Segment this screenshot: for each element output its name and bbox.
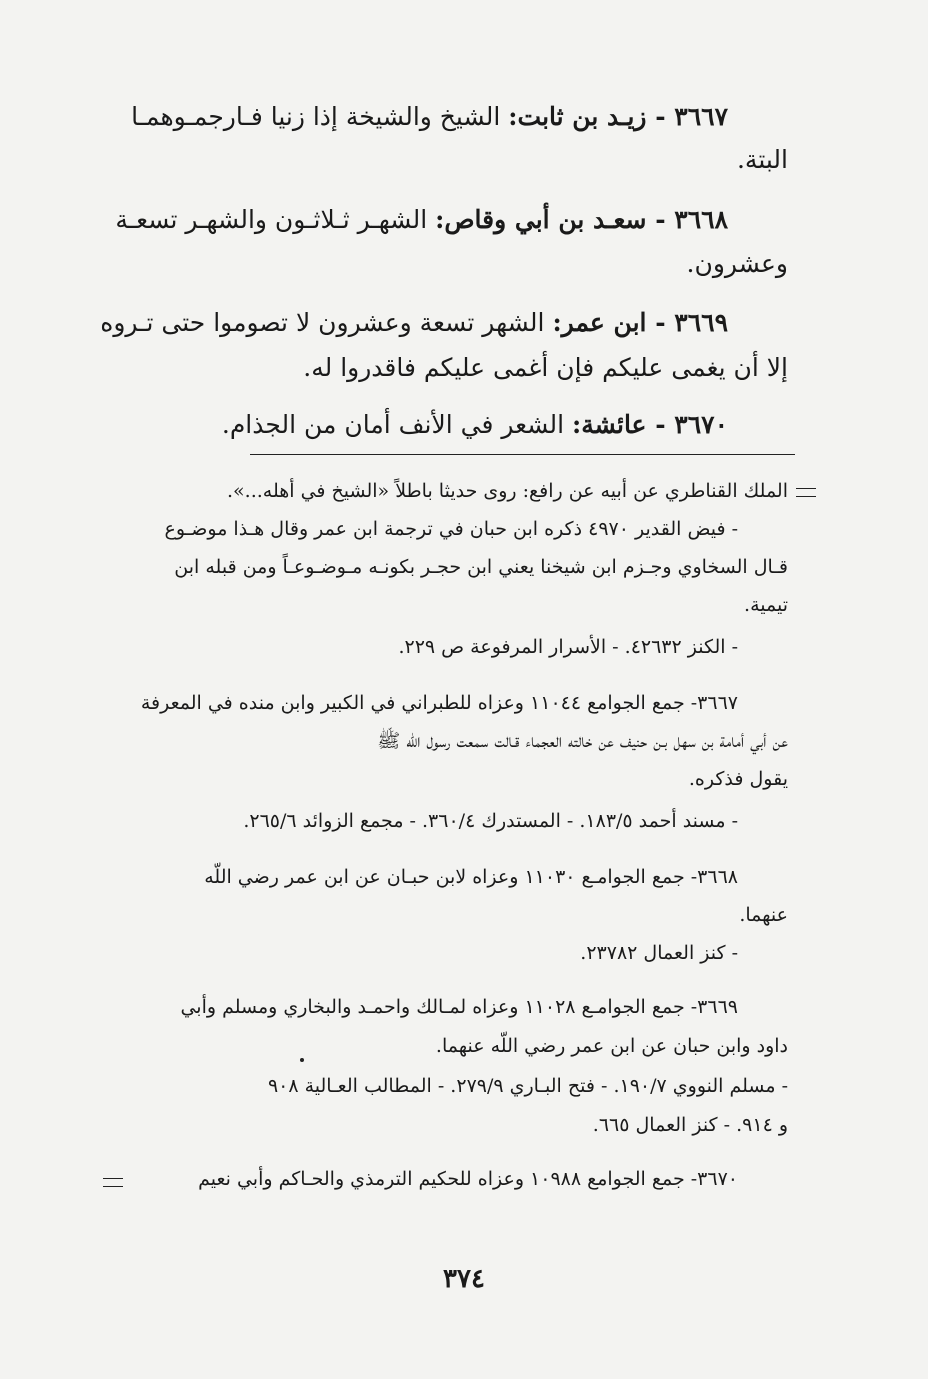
- entry-text: الشهر تسعة وعشرون لا تصوموا حتى تـروه: [100, 308, 545, 337]
- entry-3669-line2: [303, 351, 788, 385]
- continuation-mark: [103, 1178, 123, 1187]
- entry-number: ٣٦٦٩: [674, 308, 728, 337]
- footnote-separator: [250, 454, 795, 455]
- entry-number: ٣٦٦٧: [674, 102, 728, 131]
- footnote-line: يقول فذكره.: [688, 768, 788, 790]
- entry-narrator: عائشة:: [572, 410, 647, 439]
- entry-number: ٣٦٧٠: [674, 410, 728, 439]
- entry-3668-line1: ٣٦٦٨ - سعـد بن أبي وقاص: الشهـر ثـلاثـون والشهـر تسعـة: [115, 205, 728, 234]
- footnote-line: داود وابن حبان عن ابن عمر رضي اللّه عنهما.: [435, 1035, 788, 1057]
- page-number: ٣٧٤: [443, 1264, 485, 1294]
- entry-text: البتة.: [736, 145, 788, 174]
- footnote-line: ٣٦٧٠- جمع الجوامع ١٠٩٨٨ وعزاه للحكيم الترمذي والحـاكم وأبي نعيم: [198, 1168, 738, 1190]
- entry-3670-line1: ٣٦٧٠ - عائشة: الشعر في الأنف أمان من الجذام.: [221, 410, 728, 439]
- entry-3668-line2: [687, 247, 788, 281]
- footnote-line: ٣٦٦٨- جمع الجوامـع ١١٠٣٠ وعزاه لابن حبـان عن ابن عمر رضي اللّه: [204, 866, 738, 888]
- footnote-line: - فيض القدير ٤٩٧٠ ذكره ابن حبان في ترجمة ابن عمر وقال هـذا موضـوع: [164, 518, 738, 540]
- footnote-line: - مسند أحمد ١٨٣/٥. - المستدرك ٣٦٠/٤. - مجمع الزوائد ٢٦٥/٦.: [243, 810, 738, 832]
- footnote-line: تيمية.: [744, 594, 788, 616]
- entry-3667-line1: ٣٦٦٧ - زيـد بن ثابت: الشيخ والشيخة إذا زنيا فـارجمـوهمـا: [131, 102, 728, 131]
- footnote-line: و ٩١٤. - كنز العمال ٦٦٥.: [592, 1114, 788, 1136]
- footnote-line: - الكنز ٤٢٦٣٢. - الأسرار المرفوعة ص ٢٢٩.: [398, 636, 738, 658]
- entry-number: ٣٦٦٨: [674, 205, 728, 234]
- footnote-line: ٣٦٦٩- جمع الجوامـع ١١٠٢٨ وعزاه لمـالك واحمـد والبخاري ومسلم وأبي: [180, 996, 738, 1018]
- entry-text: الشعر في الأنف أمان من الجذام.: [221, 410, 565, 439]
- footnote-line: - مسلم النووي ١٩٠/٧. - فتح البـاري ٢٧٩/٩. - المطالب العـالية ٩٠٨: [267, 1075, 788, 1097]
- entry-text: الشهـر ثـلاثـون والشهـر تسعـة: [115, 205, 428, 234]
- stray-dot: [300, 1058, 304, 1062]
- footnote-line: - كنز العمال ٢٣٧٨٢.: [580, 942, 738, 964]
- entry-narrator: سعـد بن أبي وقاص:: [435, 205, 647, 234]
- entry-text: إلا أن يغمى عليكم فإن أغمى عليكم فاقدروا له.: [303, 353, 788, 382]
- footnote-line: عنهما.: [739, 904, 788, 926]
- entry-narrator: ابن عمر:: [552, 308, 647, 337]
- footnote-line: الملك القناطري عن أبيه عن رافع: روى حديثا باطلاً «الشيخ في أهله...».: [226, 480, 788, 502]
- footnote-line: عن أبي أمامة بن سهل بـن حنيف عن خالته العجماء قـالت سمعت رسول اللّه ﷺ: [377, 730, 788, 752]
- entry-narrator: زيـد بن ثابت:: [508, 102, 647, 131]
- entry-text: الشيخ والشيخة إذا زنيا فـارجمـوهمـا: [131, 102, 501, 131]
- entry-3667-line2: [737, 143, 788, 177]
- entry-3669-line1: ٣٦٦٩ - ابن عمر: الشهر تسعة وعشرون لا تصوموا حتى تـروه: [100, 308, 728, 337]
- entry-text: وعشرون.: [686, 249, 788, 278]
- footnote-line: قـال السخاوي وجـزم ابن شيخنا يعني ابن حجـر بكونـه مـوضـوعـاً ومن قبله ابن: [174, 556, 788, 578]
- footnote-line: ٣٦٦٧- جمع الجوامع ١١٠٤٤ وعزاه للطبراني في الكبير وابن منده في المعرفة: [140, 692, 738, 714]
- continuation-mark: [796, 488, 816, 497]
